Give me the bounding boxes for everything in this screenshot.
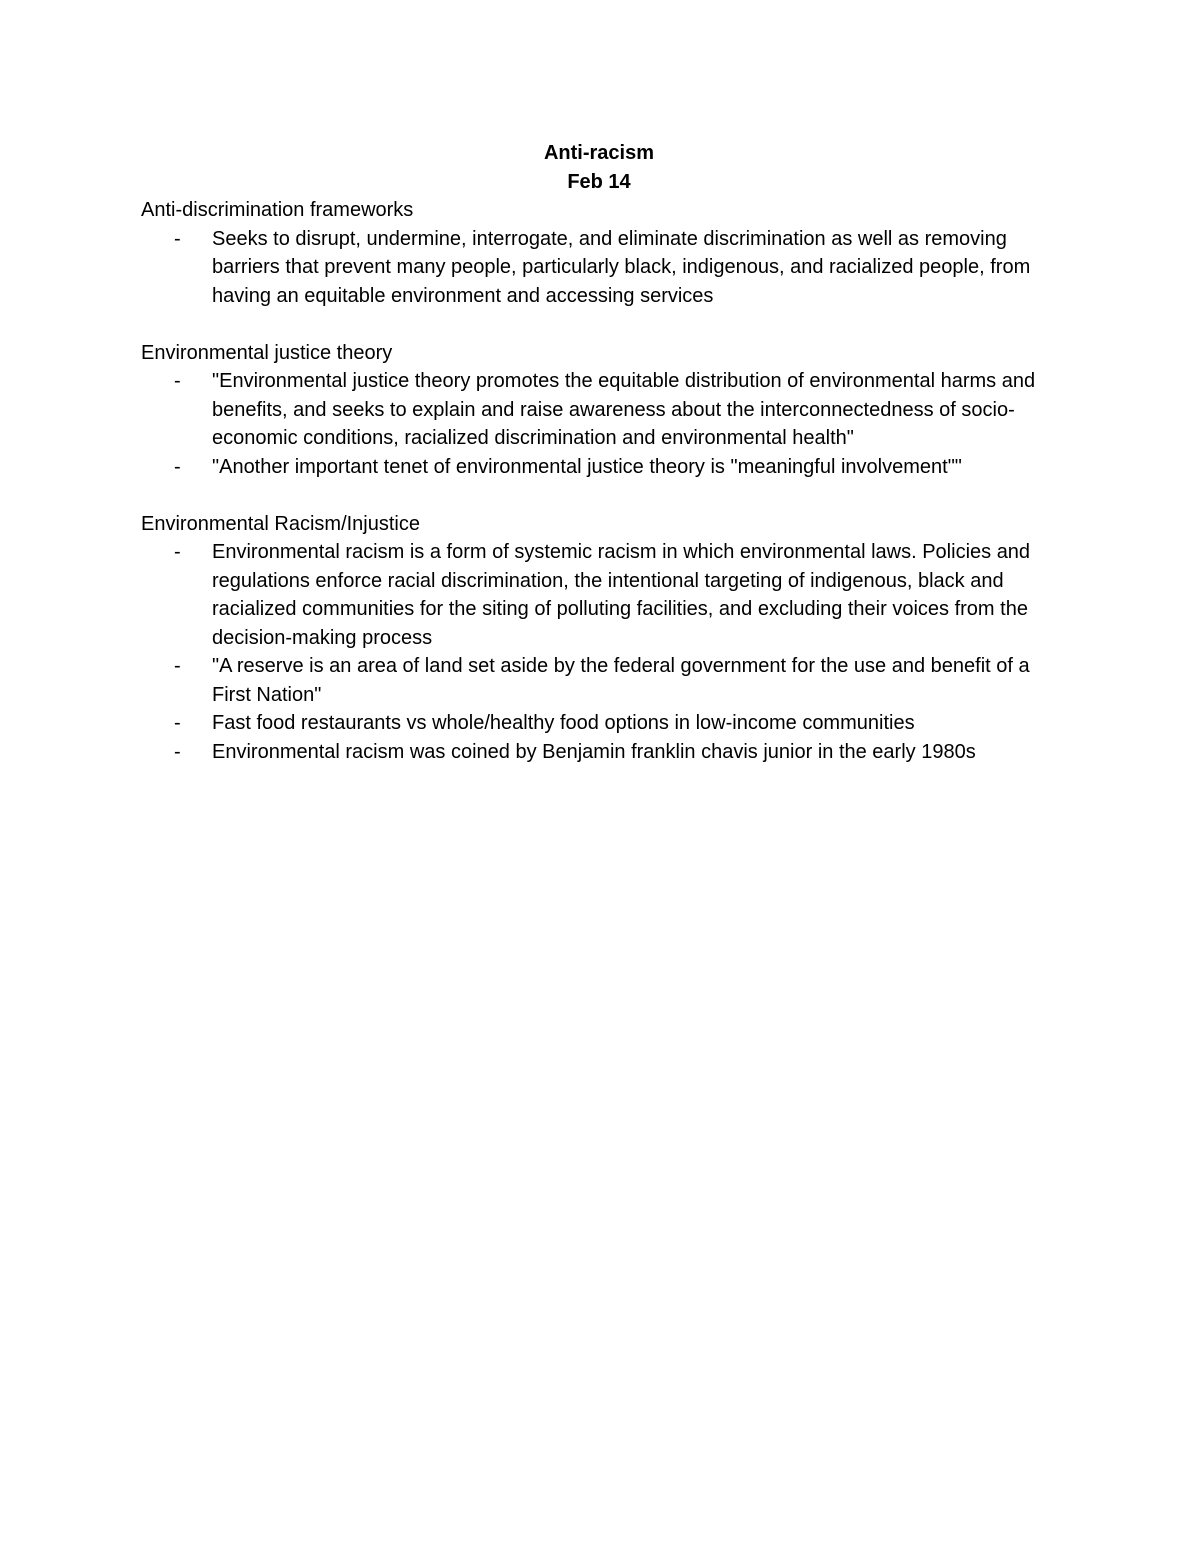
list-item-text: "Another important tenet of environmental justice theory is "meaningful involvement"" (212, 455, 962, 478)
section-heading: Environmental justice theory (141, 341, 393, 364)
list-item (141, 652, 1061, 709)
list-item (141, 738, 1061, 767)
section-environmental-justice (141, 339, 1061, 482)
list-item (141, 225, 1061, 311)
bullet-list (141, 538, 1061, 766)
dash-bullet: - (174, 455, 181, 478)
list-item (141, 709, 1061, 738)
list-item (141, 538, 1061, 652)
list-item (141, 367, 1061, 453)
dash-bullet: - (174, 227, 181, 250)
dash-bullet: - (174, 655, 181, 677)
dash-bullet: - (174, 370, 181, 392)
section-environmental-racism (141, 510, 1061, 767)
bullet-list (141, 225, 1061, 311)
list-item-text: "Environmental justice theory promotes the equitable distribution of environmental harms and benefits, and seeks to explain and raise awareness about the interconnectedness of socio-economic conditions, racialized discrimination and environmental health" (212, 370, 1036, 449)
bullet-list (141, 367, 1061, 481)
list-item (141, 453, 1061, 482)
page-title: Anti-racism (543, 142, 655, 164)
list-item-text: Fast food restaurants vs whole/healthy food options in low-income communities (212, 712, 915, 734)
list-item-text: Environmental racism was coined by Benjamin franklin chavis junior in the early 1980s (212, 740, 976, 763)
dash-bullet: - (174, 712, 181, 734)
dash-bullet: - (174, 541, 181, 563)
section-anti-discrimination (141, 196, 1061, 310)
document-body (141, 139, 1061, 795)
section-heading: Anti-discrimination frameworks (141, 199, 414, 221)
list-item-text: Environmental racism is a form of systemic racism in which environmental laws. Policies and regulations enforce racial discrimination, the intentional targeting of indigenous, black and racialized communities for the siting of polluting facilities, and excluding their voices from the decision-making process (212, 541, 1031, 649)
section-heading: Environmental Racism/Injustice (141, 512, 420, 535)
list-item-text: Seeks to disrupt, undermine, interrogate, and eliminate discrimination as well as removing barriers that prevent many people, particularly black, indigenous, and racialized people, from having an equitable environment and accessing services (212, 227, 1031, 307)
dash-bullet: - (174, 740, 181, 763)
list-item-text: "A reserve is an area of land set aside by the federal government for the use and benefit of a First Nation" (212, 655, 1030, 706)
page-date: Feb 14 (567, 170, 631, 193)
